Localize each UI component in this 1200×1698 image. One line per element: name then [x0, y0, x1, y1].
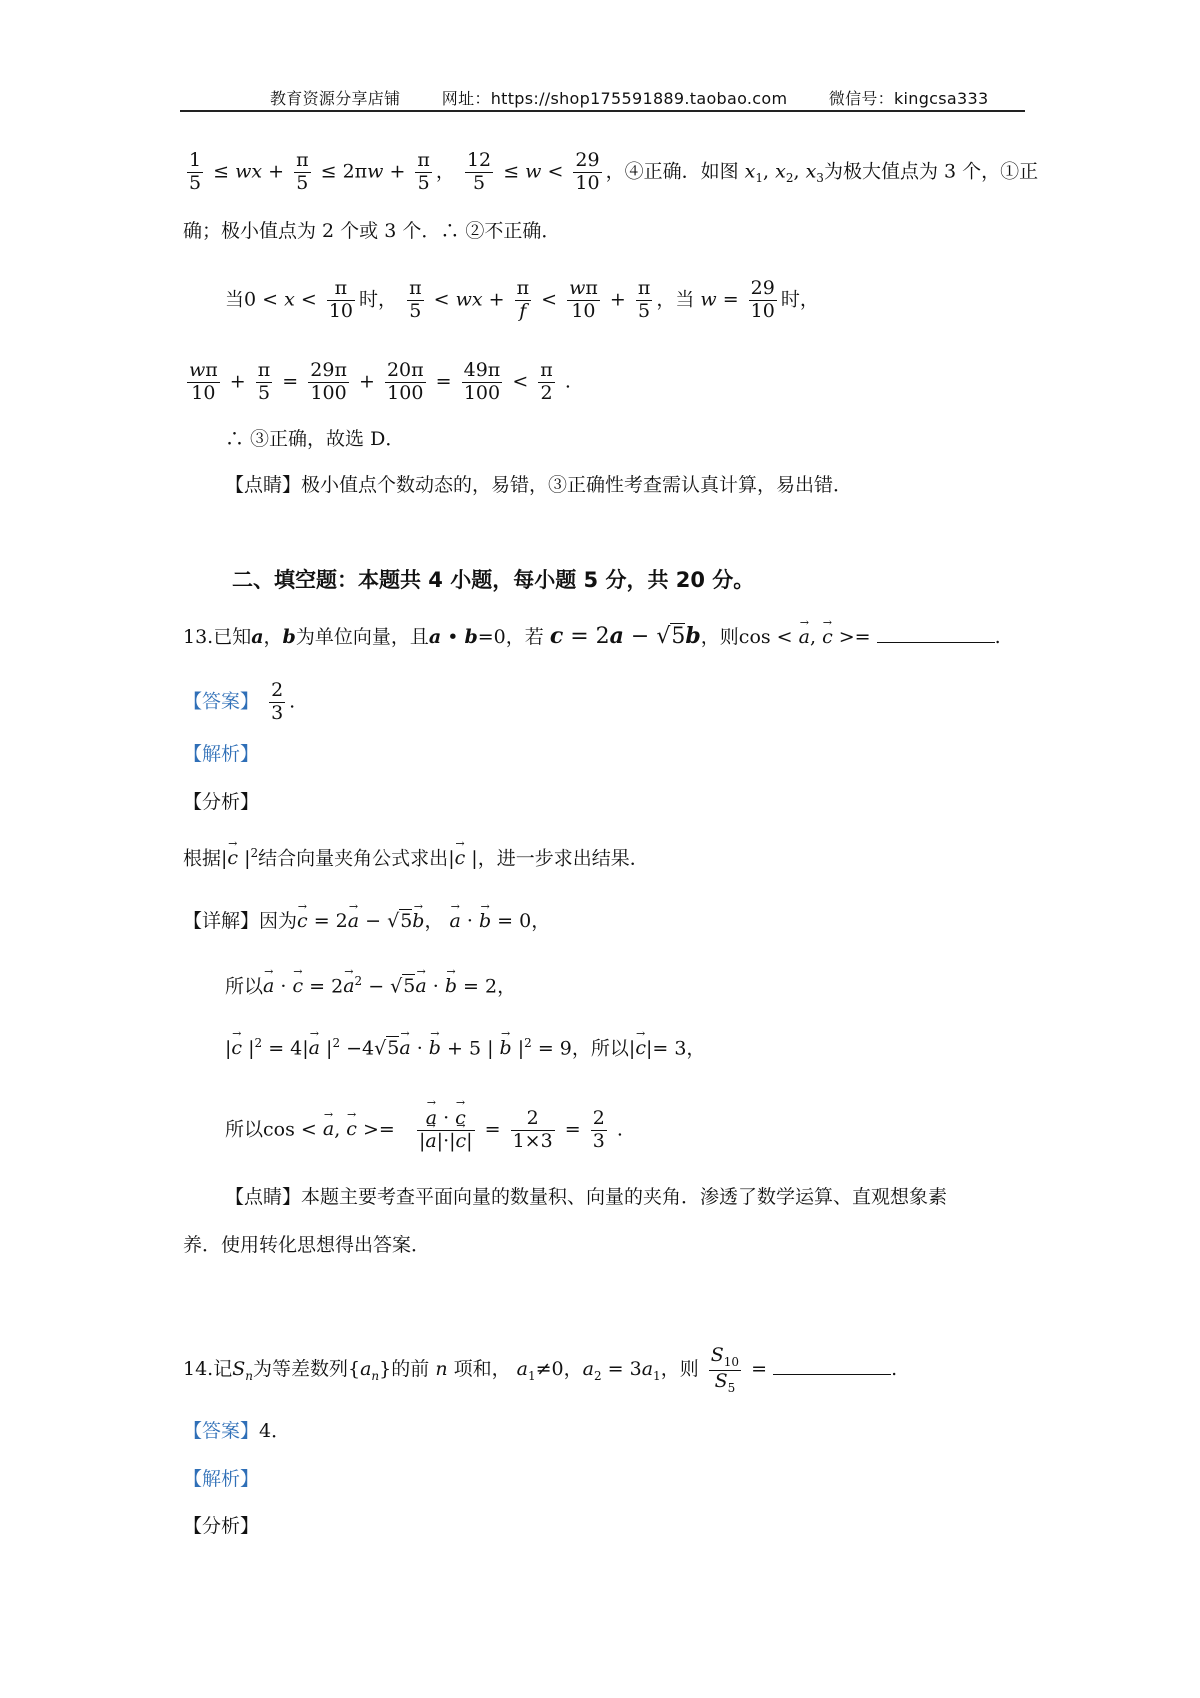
page-header — [270, 86, 1024, 109]
xiangjie-13-line-3: |→ c $|^2 = 4|\to a$ $|^2 -4√5\to a$ · → b + 5 | → b $|^2 = 9$，所以|→ c|= 3， — [225, 1037, 705, 1058]
xiangjie-13-line-1: 【详解】因为→ c = 2→ a − √5→ b， → a · → b = 0， — [183, 912, 550, 931]
xiangjie-13-line-4: 所以cos < → a, → c >= → $\frac{a \cdot \to c}{|\to a|\cdot|\to c|}$ = $\frac{2}{1\times 3}$ = $\frac{2}{3}$ . — [225, 1108, 623, 1153]
section-heading: 二、填空题：本题共 4 小题，每小题 5 分，共 20 分。 — [232, 568, 755, 592]
q13-text-b: 为单位向量，且 — [295, 626, 429, 648]
line1-text-b: 为极大值点为 3 个，①正 — [823, 160, 1039, 183]
fx13-text-a: 根据 — [183, 847, 222, 870]
q14-text-d: 项和， — [453, 1358, 511, 1381]
answer-label: 【答案】 — [183, 690, 260, 713]
solution-line-2: 确；极小值点为 2 个或 3 个．∴ ②不正确． — [183, 220, 561, 242]
line3-text-b: 时， — [359, 288, 398, 311]
fenxi-13-text: 根据|→ c $|^2$结合向量夹角公式求出|→ c |，进一步求出结果． — [183, 847, 649, 868]
fx13-text-b: 结合向量夹角公式求出 — [258, 847, 449, 870]
question-13: 13.已知a，b为单位向量，且a • b=0，若 c = 2a − √5b，则cos < → a, → c >= . — [183, 625, 1001, 648]
q14-text-e: ，则 — [660, 1358, 699, 1381]
line1-text-a: ，④正确．如图 — [605, 160, 739, 183]
fx13-text-c: ，进一步求出结果． — [477, 847, 649, 870]
dianjing-12: 【点睛】极小值点个数动态的，易错，③正确性考查需认真计算，易出错． — [225, 474, 853, 496]
jiexi-label-13: 【解析】 — [183, 743, 260, 765]
q14-text-a: 14.记 — [183, 1358, 233, 1381]
header-wechat: 微信号：kingcsa333 — [828, 89, 989, 108]
answer-13: 【答案】 $\frac{2}{3}$ . — [183, 679, 296, 724]
solution-line-3: 当0 < x < $\frac{\pi}{10}$ 时， $\frac{\pi}{5}$ < wx + $\frac{\pi}{f}$ < $\frac{w\pi}{10}$ + $\frac{\pi}{5}$ ，当 w = $\frac{29}{10}$ 时， — [225, 277, 819, 322]
solution-line-5: ∴ ③正确，故选 D． — [225, 428, 405, 450]
solution-line-4: $\frac{w\pi}{10}$ + $\frac{\pi}{5}$ = $\frac{29\pi}{100}$ + $\frac{20\pi}{100}$ = $\frac{49\pi}{100}$ < $\frac{\pi}{2}$ . — [189, 359, 571, 404]
suoyi-text-3: 所以 — [225, 1118, 264, 1141]
q14-text-c: 的前 — [391, 1358, 430, 1381]
xiangjie-13-line-2: 所以→ a · → $c = 2\to a^2 - √5\to a$ · → b = 2， — [225, 975, 516, 996]
dianjing-13-line-2: 养．使用转化思想得出答案． — [183, 1234, 431, 1256]
header-rule — [180, 110, 1025, 112]
jiexi-label-14: 【解析】 — [183, 1468, 260, 1490]
dianjing-13-line-1: 【点睛】本题主要考查平面向量的数量积、向量的夹角．渗透了数学运算、直观想象素 — [225, 1186, 948, 1208]
q13-text-a: 13.已知 — [183, 626, 252, 648]
answer-14 — [183, 1422, 290, 1441]
fenxi-label-14: 【分析】 — [183, 1515, 260, 1537]
header-site: 网址：https://shop175591889.taobao.com — [441, 89, 788, 108]
suoyi-text-1: 所以 — [225, 975, 264, 998]
xiangjie-text: 【详解】因为 — [183, 910, 298, 932]
q13-text-c: ，若 — [505, 626, 544, 648]
q14-text-b: 为等差数列 — [252, 1358, 348, 1381]
question-14: 14.记$S_n$为等差数列$\{a_n\}$的前 n 项和， $a_1\ne 0$，$a_2 = 3a_1$，则 $\frac{S_{10}}{S_5}$ = . — [183, 1344, 898, 1395]
solution-line-1: $\frac{1}{5}$ ≤ wx + $\frac{\pi}{5}$ ≤ 2πw + $\frac{\pi}{5}$ ， $\frac{12}{5}$ ≤ w < $\frac{29}{10}$ ，④正确．如图 $x_1$, $x_2$, $x_3$为极大值点为 3 个，①正 — [189, 149, 1039, 194]
q13-text-d: ，则 — [700, 626, 739, 648]
header-shop: 教育资源分享店铺 — [270, 89, 401, 108]
line3-text-c: ，当 — [656, 288, 695, 311]
line3-text-d: 时， — [780, 288, 819, 311]
fenxi-label-13: 【分析】 — [183, 791, 260, 813]
answer-label-14: 【答案】 — [183, 1420, 260, 1442]
line3-text-a: 当 — [225, 288, 245, 311]
suoyi-text-2: ，所以 — [571, 1037, 629, 1060]
answer-14-value: 4． — [259, 1420, 291, 1442]
